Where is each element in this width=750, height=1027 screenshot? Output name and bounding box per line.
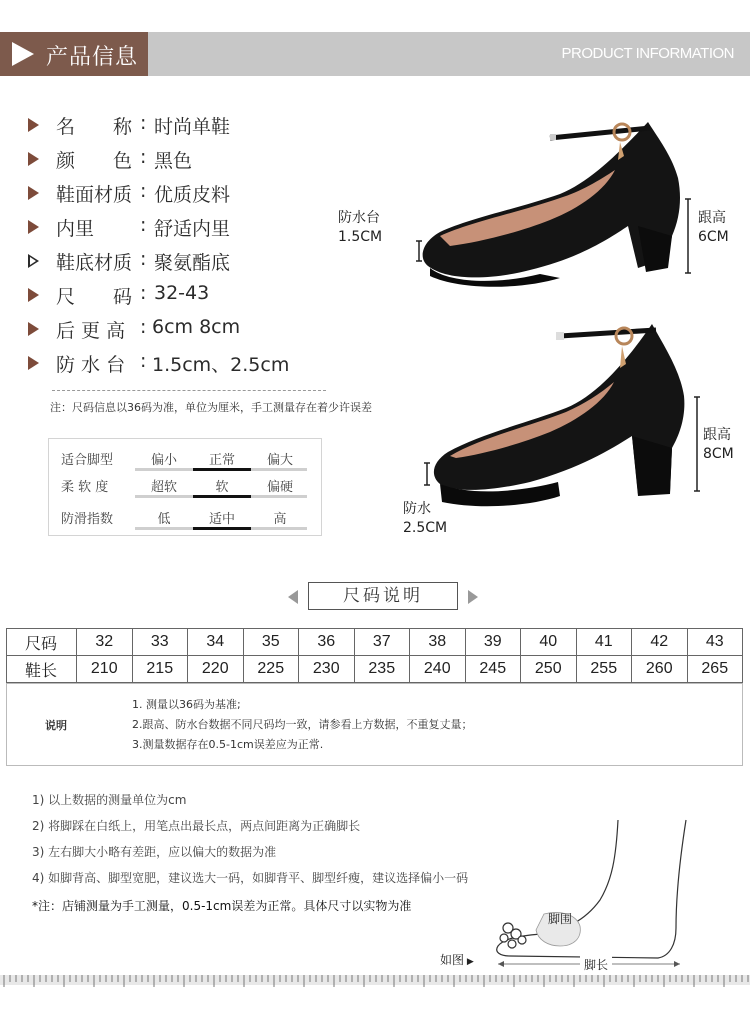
comfort-option: 偏小 — [150, 453, 177, 468]
length-cell: 230 — [299, 656, 355, 683]
explanation-heading: 说明 — [45, 719, 67, 732]
spec-label: 鞋面材质 — [56, 184, 133, 206]
comfort-bar — [135, 527, 307, 530]
size-cell: 37 — [354, 629, 410, 656]
bullet-triangle-icon — [28, 152, 39, 166]
spec-sep: : — [140, 248, 147, 270]
spec-sep: : — [140, 350, 147, 372]
comfort-label: 防滑指数 — [61, 512, 114, 527]
heel-height-marker — [683, 198, 693, 274]
spec-sep: : — [140, 180, 147, 202]
size-cell: 43 — [687, 629, 743, 656]
heel-label-text: 跟高 — [703, 427, 731, 443]
comfort-row — [49, 502, 321, 530]
platform-label-text: 防水 — [403, 501, 431, 517]
spec-value: 聚氨酯底 — [154, 252, 231, 274]
size-cell: 41 — [576, 629, 632, 656]
explanation-line: 1. 测量以36码为基准; — [132, 698, 241, 711]
size-cell: 33 — [132, 629, 188, 656]
header-title: 产品信息 — [46, 45, 139, 70]
heel-value-text: 8CM — [703, 446, 734, 462]
heel-value-text: 6CM — [698, 229, 729, 245]
heel-height-marker — [692, 396, 702, 492]
see-figure-text: 如图 — [440, 953, 465, 967]
size-section-title-text: 尺码说明 — [308, 582, 458, 610]
explanation-line: 3.测量数据存在0.5-1cm误差应为正常. — [132, 738, 324, 751]
length-cell: 225 — [243, 656, 299, 683]
size-cell: 42 — [632, 629, 688, 656]
heel-label-text: 跟高 — [698, 210, 726, 226]
length-cell: 250 — [521, 656, 577, 683]
spec-value: 优质皮料 — [154, 184, 231, 206]
see-figure-label — [440, 951, 474, 968]
spec-label: 名 称 — [56, 116, 133, 138]
size-cell: 36 — [299, 629, 355, 656]
spec-label: 防 水 台 — [56, 354, 126, 376]
bullet-triangle-icon — [28, 118, 39, 132]
size-section-title — [288, 582, 478, 610]
bullet-triangle-outline-icon — [28, 254, 39, 268]
shoe-image-high-heel — [400, 312, 696, 512]
measure-note: 2) 将脚踩在白纸上，用笔点出最长点，两点间距离为正确脚长 — [32, 819, 361, 833]
size-row-header: 尺码 — [7, 629, 77, 656]
heel-label — [698, 209, 729, 247]
section-header — [0, 32, 750, 76]
foot-length-label: 脚长 — [580, 956, 612, 973]
heel-label — [703, 426, 734, 464]
comfort-option: 适中 — [208, 512, 235, 527]
comfort-bar-selected — [193, 495, 251, 498]
bullet-triangle-icon — [28, 322, 39, 336]
foot-measure-diagram — [480, 818, 700, 968]
spec-sep: : — [140, 316, 147, 338]
header-subtitle-en: PRODUCT INFORMATION — [561, 45, 734, 62]
comfort-option: 高 — [273, 512, 287, 527]
platform-value-text: 1.5CM — [338, 229, 383, 245]
spec-value: 时尚单鞋 — [154, 116, 231, 138]
foot-girth-label: 脚围 — [548, 912, 573, 926]
bullet-triangle-icon — [28, 186, 39, 200]
length-row-header: 鞋长 — [7, 656, 77, 683]
explanation-line: 2.跟高、防水台数据不同尺码均一致，请参看上方数据，不重复丈量； — [132, 718, 473, 731]
comfort-table — [48, 438, 322, 536]
spec-value: 32-43 — [154, 282, 210, 304]
platform-label — [403, 500, 447, 538]
length-cell: 265 — [687, 656, 743, 683]
spec-label: 后 更 高 — [56, 320, 126, 342]
arrow-right-small-icon: ▶ — [464, 957, 474, 967]
bullet-triangle-icon — [28, 288, 39, 302]
bullet-triangle-icon — [28, 356, 39, 370]
dotted-divider — [52, 390, 326, 391]
size-cell: 32 — [77, 629, 133, 656]
spec-sep: : — [140, 282, 147, 304]
comfort-option: 低 — [157, 512, 171, 527]
comfort-option: 偏大 — [266, 453, 293, 468]
length-cell: 245 — [465, 656, 521, 683]
spec-label: 颜 色 — [56, 150, 133, 172]
comfort-option: 软 — [215, 480, 229, 495]
length-cell: 210 — [77, 656, 133, 683]
spec-label: 鞋底材质 — [56, 252, 133, 274]
header-tag — [0, 32, 148, 76]
comfort-label: 柔 软 度 — [61, 480, 109, 495]
size-table — [6, 628, 743, 683]
length-cell: 220 — [188, 656, 244, 683]
length-cell: 235 — [354, 656, 410, 683]
size-cell: 38 — [410, 629, 466, 656]
spec-label: 内里 — [56, 218, 133, 240]
size-cell: 40 — [521, 629, 577, 656]
comfort-option: 超软 — [150, 480, 177, 495]
comfort-option: 偏硬 — [266, 480, 293, 495]
ruler-strip — [0, 972, 750, 990]
spec-sep: : — [140, 146, 147, 168]
platform-height-marker — [414, 240, 424, 262]
spec-value: 舒适内里 — [154, 218, 231, 240]
measure-note: 4) 如脚背高、脚型宽肥，建议选大一码，如脚背平、脚型纤瘦，建议选择偏小一码 — [32, 871, 469, 885]
spec-sep: : — [140, 214, 147, 236]
play-triangle-icon — [12, 42, 34, 66]
length-row — [7, 656, 743, 683]
platform-value-text: 2.5CM — [403, 520, 448, 536]
size-cell: 39 — [465, 629, 521, 656]
measure-note-disclaimer: *注：店铺测量为手工测量，0.5-1cm误差为正常。具体尺寸以实物为准 — [32, 899, 412, 913]
arrow-left-icon — [288, 590, 298, 604]
bullet-triangle-icon — [28, 220, 39, 234]
spec-sep: : — [140, 112, 147, 134]
measure-note: 1) 以上数据的测量单位为cm — [32, 793, 187, 807]
platform-label — [338, 209, 382, 247]
platform-label-text: 防水台 — [338, 210, 380, 226]
spec-value: 黑色 — [154, 150, 193, 172]
comfort-row — [49, 470, 321, 498]
arrow-right-icon — [468, 590, 478, 604]
size-row — [7, 629, 743, 656]
explanation-box — [6, 683, 743, 766]
shoe-image-low-heel — [410, 108, 700, 288]
size-note: 注：尺码信息以36码为准，单位为厘米，手工测量存在着少许误差 — [50, 401, 372, 414]
size-cell: 35 — [243, 629, 299, 656]
length-cell: 240 — [410, 656, 466, 683]
comfort-bar-selected — [193, 527, 251, 530]
comfort-row — [49, 443, 321, 471]
size-cell: 34 — [188, 629, 244, 656]
spec-value: 1.5cm、2.5cm — [152, 354, 290, 376]
comfort-bar — [135, 495, 307, 498]
measure-note: 3) 左右脚大小略有差距，应以偏大的数据为准 — [32, 845, 277, 859]
spec-value: 6cm 8cm — [152, 316, 241, 338]
length-cell: 260 — [632, 656, 688, 683]
length-cell: 215 — [132, 656, 188, 683]
spec-label: 尺 码 — [56, 286, 133, 308]
platform-height-marker — [422, 462, 432, 486]
comfort-label: 适合脚型 — [61, 453, 114, 468]
length-cell: 255 — [576, 656, 632, 683]
comfort-option: 正常 — [208, 453, 235, 468]
